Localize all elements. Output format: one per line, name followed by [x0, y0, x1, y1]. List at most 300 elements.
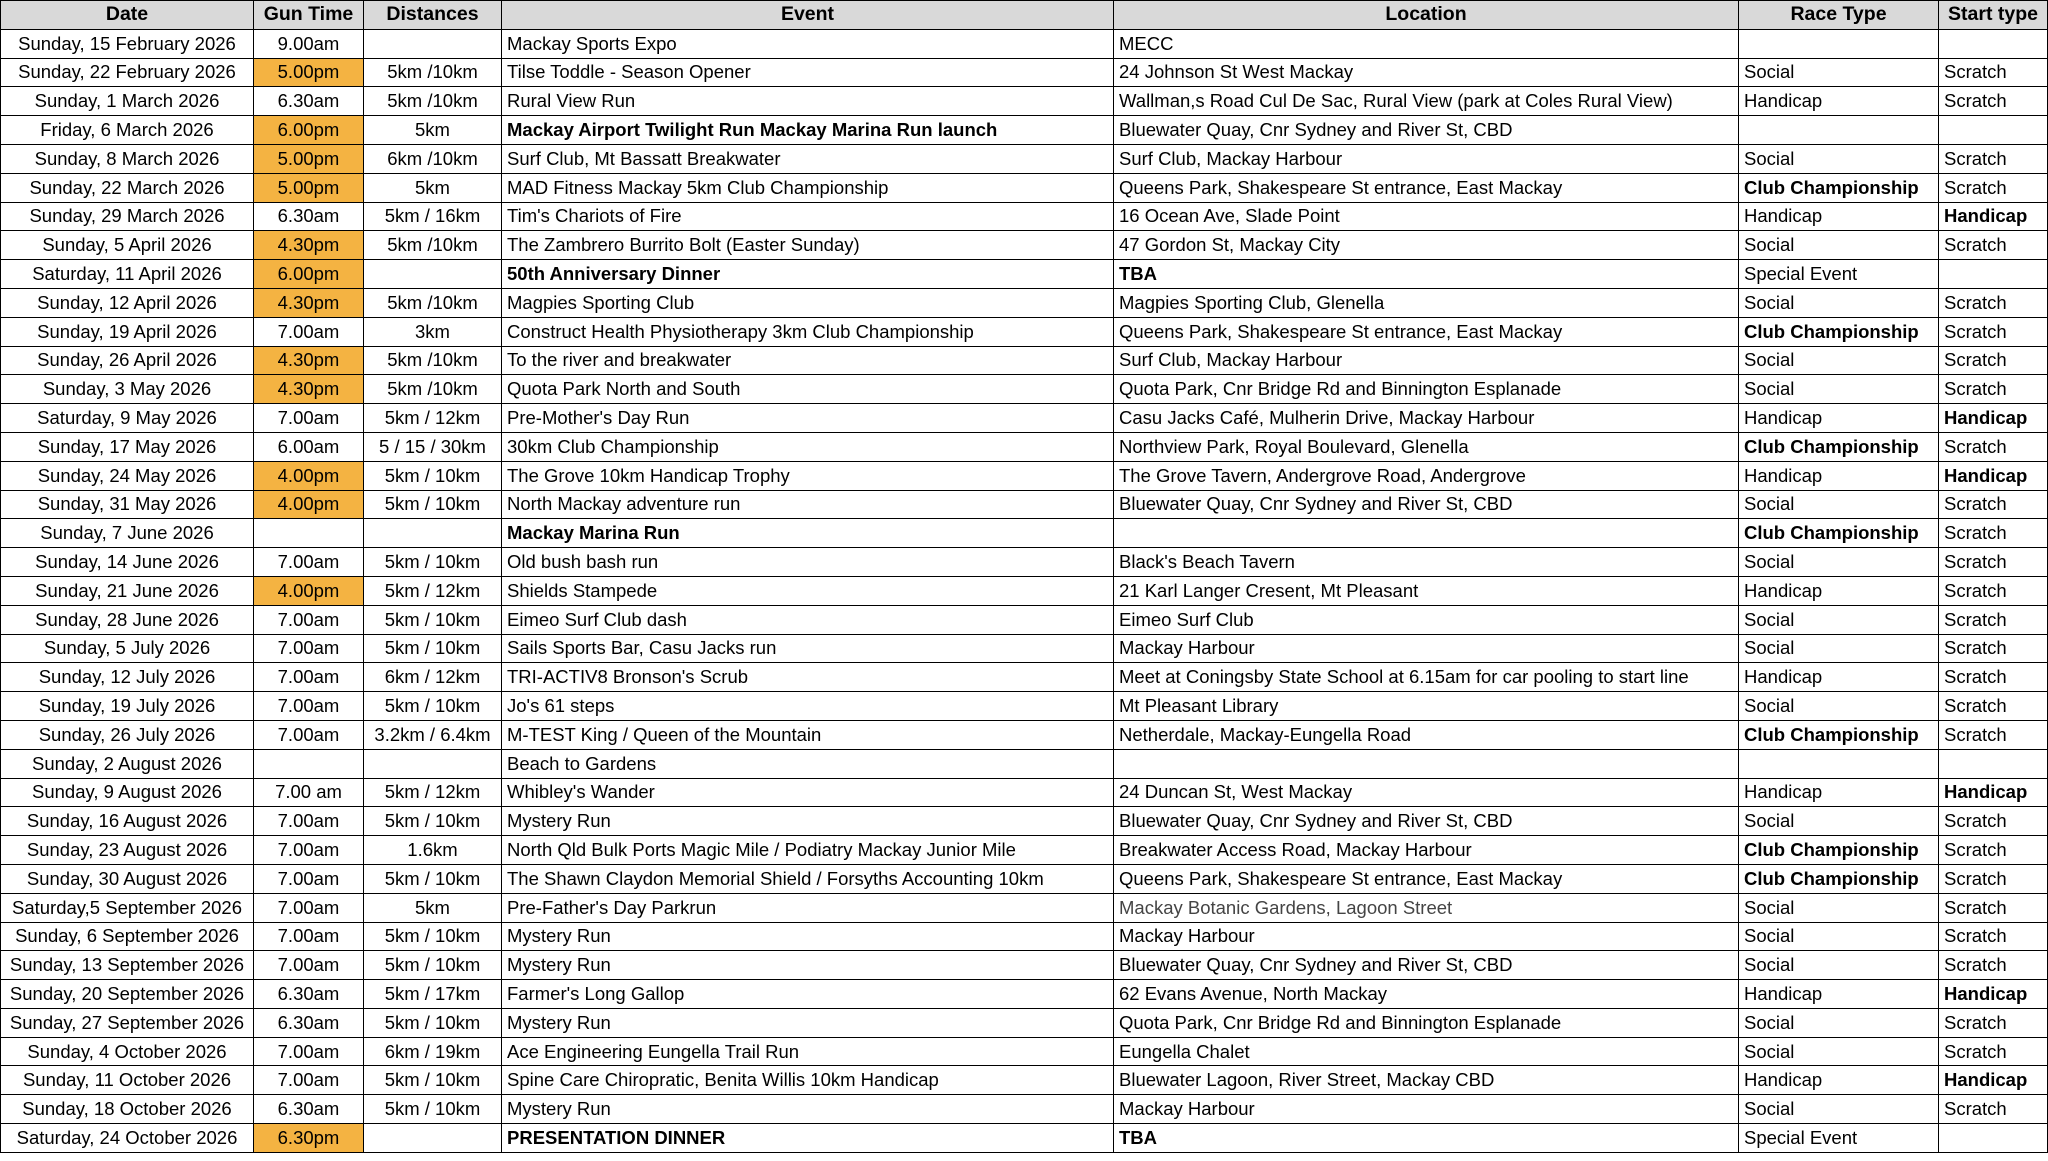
- table-row: [1, 749, 2048, 778]
- distances-cell[interactable]: [364, 1124, 502, 1153]
- event-cell[interactable]: 50th Anniversary Dinner: [502, 260, 1114, 289]
- event-cell[interactable]: Mackay Sports Expo: [502, 29, 1114, 58]
- event-cell[interactable]: Spine Care Chiropratic, Benita Willis 10km Handicap: [502, 1066, 1114, 1095]
- date-cell[interactable]: Sunday, 2 August 2026: [1, 749, 254, 778]
- distances-cell[interactable]: 5km /10km: [364, 231, 502, 260]
- event-cell[interactable]: Mystery Run: [502, 1095, 1114, 1124]
- distances-cell[interactable]: 5km / 10km: [364, 922, 502, 951]
- race-type-cell[interactable]: Social: [1739, 893, 1939, 922]
- start-type-cell[interactable]: Scratch: [1939, 893, 2048, 922]
- start-type-cell[interactable]: Scratch: [1939, 1037, 2048, 1066]
- gun-time-cell[interactable]: 7.00am: [254, 634, 364, 663]
- event-cell[interactable]: Eimeo Surf Club dash: [502, 605, 1114, 634]
- distances-cell[interactable]: 5km / 10km: [364, 490, 502, 519]
- date-cell[interactable]: Sunday, 9 August 2026: [1, 778, 254, 807]
- gun-time-cell[interactable]: 7.00am: [254, 663, 364, 692]
- race-type-cell[interactable]: Handicap: [1739, 778, 1939, 807]
- location-cell[interactable]: MECC: [1114, 29, 1739, 58]
- distances-cell[interactable]: 5km / 10km: [364, 692, 502, 721]
- location-cell[interactable]: 21 Karl Langer Cresent, Mt Pleasant: [1114, 576, 1739, 605]
- table-row: [1, 173, 2048, 202]
- gun-time-cell[interactable]: 6.30am: [254, 1008, 364, 1037]
- event-cell[interactable]: Shields Stampede: [502, 576, 1114, 605]
- table-row: [1, 519, 2048, 548]
- table-row: [1, 548, 2048, 577]
- location-cell[interactable]: 24 Duncan St, West Mackay: [1114, 778, 1739, 807]
- date-cell[interactable]: Sunday, 20 September 2026: [1, 980, 254, 1009]
- table-row: [1, 893, 2048, 922]
- start-type-cell[interactable]: Scratch: [1939, 87, 2048, 116]
- race-type-cell[interactable]: Social: [1739, 951, 1939, 980]
- distances-cell[interactable]: 6km /10km: [364, 144, 502, 173]
- event-cell[interactable]: TRI-ACTIV8 Bronson's Scrub: [502, 663, 1114, 692]
- race-type-cell[interactable]: Social: [1739, 605, 1939, 634]
- date-cell[interactable]: Sunday, 8 March 2026: [1, 144, 254, 173]
- start-type-cell[interactable]: Scratch: [1939, 58, 2048, 87]
- date-cell[interactable]: Sunday, 22 February 2026: [1, 58, 254, 87]
- location-cell[interactable]: Meet at Coningsby State School at 6.15am for car pooling to start line: [1114, 663, 1739, 692]
- race-type-cell[interactable]: Handicap: [1739, 1066, 1939, 1095]
- gun-time-cell[interactable]: 9.00am: [254, 29, 364, 58]
- event-cell[interactable]: Surf Club, Mt Bassatt Breakwater: [502, 144, 1114, 173]
- location-cell[interactable]: Bluewater Quay, Cnr Sydney and River St, CBD: [1114, 116, 1739, 145]
- header-date[interactable]: Date: [1, 1, 254, 30]
- start-type-cell[interactable]: Handicap: [1939, 980, 2048, 1009]
- table-row: [1, 288, 2048, 317]
- start-type-cell[interactable]: Scratch: [1939, 634, 2048, 663]
- header-gun-time[interactable]: Gun Time: [254, 1, 364, 30]
- gun-time-cell[interactable]: 7.00am: [254, 922, 364, 951]
- start-type-cell[interactable]: Scratch: [1939, 922, 2048, 951]
- race-type-cell[interactable]: Handicap: [1739, 980, 1939, 1009]
- gun-time-cell[interactable]: 7.00am: [254, 692, 364, 721]
- table-row: [1, 605, 2048, 634]
- event-cell[interactable]: Pre-Father's Day Parkrun: [502, 893, 1114, 922]
- event-cell[interactable]: Mackay Airport Twilight Run Mackay Marina Run launch: [502, 116, 1114, 145]
- location-cell[interactable]: Breakwater Access Road, Mackay Harbour: [1114, 836, 1739, 865]
- race-type-cell[interactable]: [1739, 749, 1939, 778]
- event-cell[interactable]: M-TEST King / Queen of the Mountain: [502, 720, 1114, 749]
- distances-cell[interactable]: 5km / 10km: [364, 1095, 502, 1124]
- race-type-cell[interactable]: Social: [1739, 375, 1939, 404]
- start-type-cell[interactable]: Scratch: [1939, 490, 2048, 519]
- race-type-cell[interactable]: Social: [1739, 288, 1939, 317]
- location-cell[interactable]: Mt Pleasant Library: [1114, 692, 1739, 721]
- start-type-cell[interactable]: [1939, 749, 2048, 778]
- header-start-type[interactable]: Start type: [1939, 1, 2048, 30]
- date-cell[interactable]: Sunday, 21 June 2026: [1, 576, 254, 605]
- location-cell[interactable]: Eungella Chalet: [1114, 1037, 1739, 1066]
- race-type-cell[interactable]: Club Championship: [1739, 720, 1939, 749]
- race-type-cell[interactable]: Social: [1739, 231, 1939, 260]
- distances-cell[interactable]: 5km / 10km: [364, 605, 502, 634]
- distances-cell[interactable]: [364, 519, 502, 548]
- location-cell[interactable]: Bluewater Quay, Cnr Sydney and River St, CBD: [1114, 951, 1739, 980]
- gun-time-cell[interactable]: 5.00pm: [254, 144, 364, 173]
- race-type-cell[interactable]: Social: [1739, 346, 1939, 375]
- race-type-cell[interactable]: Social: [1739, 144, 1939, 173]
- race-type-cell[interactable]: Handicap: [1739, 576, 1939, 605]
- table-row: [1, 1124, 2048, 1153]
- table-row: [1, 432, 2048, 461]
- start-type-cell[interactable]: Scratch: [1939, 173, 2048, 202]
- location-cell[interactable]: TBA: [1114, 260, 1739, 289]
- header-row: [1, 1, 2048, 30]
- event-cell[interactable]: 30km Club Championship: [502, 432, 1114, 461]
- event-cell[interactable]: Jo's 61 steps: [502, 692, 1114, 721]
- gun-time-cell[interactable]: 5.00pm: [254, 58, 364, 87]
- start-type-cell[interactable]: Scratch: [1939, 692, 2048, 721]
- date-cell[interactable]: Sunday, 16 August 2026: [1, 807, 254, 836]
- start-type-cell[interactable]: Scratch: [1939, 1095, 2048, 1124]
- location-cell[interactable]: Quota Park, Cnr Bridge Rd and Binnington Esplanade: [1114, 375, 1739, 404]
- distances-cell[interactable]: 6km / 19km: [364, 1037, 502, 1066]
- race-type-cell[interactable]: Social: [1739, 922, 1939, 951]
- date-cell[interactable]: Sunday, 29 March 2026: [1, 202, 254, 231]
- distances-cell[interactable]: 5km / 10km: [364, 864, 502, 893]
- date-cell[interactable]: Sunday, 15 February 2026: [1, 29, 254, 58]
- distances-cell[interactable]: 5km / 12km: [364, 778, 502, 807]
- location-cell[interactable]: 47 Gordon St, Mackay City: [1114, 231, 1739, 260]
- race-type-cell[interactable]: Club Championship: [1739, 173, 1939, 202]
- gun-time-cell[interactable]: 7.00am: [254, 605, 364, 634]
- gun-time-cell[interactable]: 6.00pm: [254, 260, 364, 289]
- location-cell[interactable]: Surf Club, Mackay Harbour: [1114, 144, 1739, 173]
- race-type-cell[interactable]: Social: [1739, 692, 1939, 721]
- event-cell[interactable]: Mystery Run: [502, 1008, 1114, 1037]
- date-cell[interactable]: Saturday, 9 May 2026: [1, 404, 254, 433]
- start-type-cell[interactable]: [1939, 260, 2048, 289]
- event-cell[interactable]: The Shawn Claydon Memorial Shield / Forsyths Accounting 10km: [502, 864, 1114, 893]
- start-type-cell[interactable]: Scratch: [1939, 432, 2048, 461]
- distances-cell[interactable]: 5km /10km: [364, 87, 502, 116]
- start-type-cell[interactable]: Handicap: [1939, 404, 2048, 433]
- event-cell[interactable]: Pre-Mother's Day Run: [502, 404, 1114, 433]
- location-cell[interactable]: 24 Johnson St West Mackay: [1114, 58, 1739, 87]
- start-type-cell[interactable]: Handicap: [1939, 778, 2048, 807]
- race-type-cell[interactable]: Special Event: [1739, 1124, 1939, 1153]
- location-cell[interactable]: Bluewater Quay, Cnr Sydney and River St, CBD: [1114, 807, 1739, 836]
- distances-cell[interactable]: 5km / 10km: [364, 461, 502, 490]
- event-cell[interactable]: Mystery Run: [502, 951, 1114, 980]
- start-type-cell[interactable]: Handicap: [1939, 202, 2048, 231]
- distances-cell[interactable]: 5km: [364, 893, 502, 922]
- start-type-cell[interactable]: Scratch: [1939, 720, 2048, 749]
- date-cell[interactable]: Sunday, 3 May 2026: [1, 375, 254, 404]
- distances-cell[interactable]: 5km /10km: [364, 288, 502, 317]
- start-type-cell[interactable]: [1939, 29, 2048, 58]
- start-type-cell[interactable]: Scratch: [1939, 346, 2048, 375]
- table-row: [1, 375, 2048, 404]
- event-cell[interactable]: Construct Health Physiotherapy 3km Club Championship: [502, 317, 1114, 346]
- gun-time-cell[interactable]: 6.00am: [254, 432, 364, 461]
- distances-cell[interactable]: 5km /10km: [364, 375, 502, 404]
- gun-time-cell[interactable]: 7.00am: [254, 404, 364, 433]
- gun-time-cell[interactable]: 7.00am: [254, 807, 364, 836]
- header-location[interactable]: Location: [1114, 1, 1739, 30]
- gun-time-cell[interactable]: 5.00pm: [254, 173, 364, 202]
- table-row: [1, 1095, 2048, 1124]
- distances-cell[interactable]: 5km / 10km: [364, 1066, 502, 1095]
- location-cell[interactable]: Mackay Harbour: [1114, 1095, 1739, 1124]
- date-cell[interactable]: Sunday, 22 March 2026: [1, 173, 254, 202]
- date-cell[interactable]: Sunday, 24 May 2026: [1, 461, 254, 490]
- event-cell[interactable]: North Qld Bulk Ports Magic Mile / Podiatry Mackay Junior Mile: [502, 836, 1114, 865]
- gun-time-cell[interactable]: 7.00am: [254, 836, 364, 865]
- distances-cell[interactable]: 5km: [364, 173, 502, 202]
- date-cell[interactable]: Sunday, 19 July 2026: [1, 692, 254, 721]
- start-type-cell[interactable]: Handicap: [1939, 461, 2048, 490]
- gun-time-cell[interactable]: 7.00am: [254, 951, 364, 980]
- event-cell[interactable]: To the river and breakwater: [502, 346, 1114, 375]
- gun-time-cell[interactable]: 4.00pm: [254, 490, 364, 519]
- event-cell[interactable]: North Mackay adventure run: [502, 490, 1114, 519]
- header-distances[interactable]: Distances: [364, 1, 502, 30]
- event-cell[interactable]: MAD Fitness Mackay 5km Club Championship: [502, 173, 1114, 202]
- location-cell[interactable]: Queens Park, Shakespeare St entrance, East Mackay: [1114, 864, 1739, 893]
- gun-time-cell[interactable]: 6.30am: [254, 87, 364, 116]
- location-cell[interactable]: Quota Park, Cnr Bridge Rd and Binnington Esplanade: [1114, 1008, 1739, 1037]
- race-type-cell[interactable]: Handicap: [1739, 87, 1939, 116]
- race-type-cell[interactable]: Social: [1739, 58, 1939, 87]
- header-event[interactable]: Event: [502, 1, 1114, 30]
- event-cell[interactable]: Whibley's Wander: [502, 778, 1114, 807]
- event-cell[interactable]: Beach to Gardens: [502, 749, 1114, 778]
- gun-time-cell[interactable]: 4.30pm: [254, 375, 364, 404]
- date-cell[interactable]: Sunday, 19 April 2026: [1, 317, 254, 346]
- date-cell[interactable]: Sunday, 5 April 2026: [1, 231, 254, 260]
- table-row: [1, 864, 2048, 893]
- location-cell[interactable]: 16 Ocean Ave, Slade Point: [1114, 202, 1739, 231]
- race-type-cell[interactable]: Social: [1739, 634, 1939, 663]
- header-race-type[interactable]: Race Type: [1739, 1, 1939, 30]
- event-cell[interactable]: Sails Sports Bar, Casu Jacks run: [502, 634, 1114, 663]
- start-type-cell[interactable]: Scratch: [1939, 807, 2048, 836]
- event-cell[interactable]: Old bush bash run: [502, 548, 1114, 577]
- date-cell[interactable]: Sunday, 6 September 2026: [1, 922, 254, 951]
- date-cell[interactable]: Sunday, 27 September 2026: [1, 1008, 254, 1037]
- distances-cell[interactable]: 5km / 16km: [364, 202, 502, 231]
- location-cell[interactable]: The Grove Tavern, Andergrove Road, Andergrove: [1114, 461, 1739, 490]
- location-cell[interactable]: 62 Evans Avenue, North Mackay: [1114, 980, 1739, 1009]
- date-cell[interactable]: Sunday, 12 July 2026: [1, 663, 254, 692]
- distances-cell[interactable]: 1.6km: [364, 836, 502, 865]
- gun-time-cell[interactable]: 4.00pm: [254, 461, 364, 490]
- distances-cell[interactable]: 3km: [364, 317, 502, 346]
- date-cell[interactable]: Sunday, 26 April 2026: [1, 346, 254, 375]
- start-type-cell[interactable]: Handicap: [1939, 1066, 2048, 1095]
- distances-cell[interactable]: 5km / 10km: [364, 1008, 502, 1037]
- date-cell[interactable]: Sunday, 17 May 2026: [1, 432, 254, 461]
- distances-cell[interactable]: 5km: [364, 116, 502, 145]
- location-cell[interactable]: Eimeo Surf Club: [1114, 605, 1739, 634]
- date-cell[interactable]: Sunday, 23 August 2026: [1, 836, 254, 865]
- location-cell[interactable]: Northview Park, Royal Boulevard, Glenella: [1114, 432, 1739, 461]
- start-type-cell[interactable]: [1939, 116, 2048, 145]
- race-type-cell[interactable]: [1739, 116, 1939, 145]
- distances-cell[interactable]: 5km / 10km: [364, 548, 502, 577]
- distances-cell[interactable]: [364, 29, 502, 58]
- table-row: [1, 490, 2048, 519]
- date-cell[interactable]: Saturday, 11 April 2026: [1, 260, 254, 289]
- race-type-cell[interactable]: Club Championship: [1739, 864, 1939, 893]
- start-type-cell[interactable]: Scratch: [1939, 864, 2048, 893]
- date-cell[interactable]: Sunday, 13 September 2026: [1, 951, 254, 980]
- event-cell[interactable]: PRESENTATION DINNER: [502, 1124, 1114, 1153]
- gun-time-cell[interactable]: 7.00am: [254, 548, 364, 577]
- location-cell[interactable]: Queens Park, Shakespeare St entrance, East Mackay: [1114, 173, 1739, 202]
- gun-time-cell[interactable]: 7.00am: [254, 1037, 364, 1066]
- gun-time-cell[interactable]: 7.00am: [254, 893, 364, 922]
- race-type-cell[interactable]: Club Championship: [1739, 836, 1939, 865]
- location-cell[interactable]: Queens Park, Shakespeare St entrance, East Mackay: [1114, 317, 1739, 346]
- start-type-cell[interactable]: [1939, 1124, 2048, 1153]
- location-cell[interactable]: Casu Jacks Café, Mulherin Drive, Mackay Harbour: [1114, 404, 1739, 433]
- location-cell[interactable]: Magpies Sporting Club, Glenella: [1114, 288, 1739, 317]
- location-cell[interactable]: Wallman,s Road Cul De Sac, Rural View (park at Coles Rural View): [1114, 87, 1739, 116]
- start-type-cell[interactable]: Scratch: [1939, 288, 2048, 317]
- distances-cell[interactable]: [364, 749, 502, 778]
- location-cell[interactable]: TBA: [1114, 1124, 1739, 1153]
- table-row: [1, 778, 2048, 807]
- gun-time-cell[interactable]: 7.00am: [254, 720, 364, 749]
- race-type-cell[interactable]: Handicap: [1739, 663, 1939, 692]
- gun-time-cell[interactable]: 4.30pm: [254, 346, 364, 375]
- date-cell[interactable]: Friday, 6 March 2026: [1, 116, 254, 145]
- event-cell[interactable]: Mystery Run: [502, 807, 1114, 836]
- location-cell[interactable]: Bluewater Lagoon, River Street, Mackay CBD: [1114, 1066, 1739, 1095]
- distances-cell[interactable]: 5km / 10km: [364, 951, 502, 980]
- race-type-cell[interactable]: Social: [1739, 1095, 1939, 1124]
- start-type-cell[interactable]: Scratch: [1939, 576, 2048, 605]
- location-cell[interactable]: Surf Club, Mackay Harbour: [1114, 346, 1739, 375]
- event-cell[interactable]: Mackay Marina Run: [502, 519, 1114, 548]
- location-cell[interactable]: [1114, 519, 1739, 548]
- race-type-cell[interactable]: Social: [1739, 490, 1939, 519]
- table-row: [1, 231, 2048, 260]
- distances-cell[interactable]: 5km / 17km: [364, 980, 502, 1009]
- event-cell[interactable]: Farmer's Long Gallop: [502, 980, 1114, 1009]
- date-cell[interactable]: Sunday, 5 July 2026: [1, 634, 254, 663]
- distances-cell[interactable]: 6km / 12km: [364, 663, 502, 692]
- event-cell[interactable]: Tilse Toddle - Season Opener: [502, 58, 1114, 87]
- race-type-cell[interactable]: Social: [1739, 548, 1939, 577]
- gun-time-cell[interactable]: 6.30am: [254, 980, 364, 1009]
- race-type-cell[interactable]: Handicap: [1739, 461, 1939, 490]
- start-type-cell[interactable]: Scratch: [1939, 317, 2048, 346]
- date-cell[interactable]: Sunday, 12 April 2026: [1, 288, 254, 317]
- race-type-cell[interactable]: Handicap: [1739, 404, 1939, 433]
- date-cell[interactable]: Sunday, 26 July 2026: [1, 720, 254, 749]
- gun-time-cell[interactable]: 6.30am: [254, 1095, 364, 1124]
- table-row: [1, 663, 2048, 692]
- start-type-cell[interactable]: Scratch: [1939, 1008, 2048, 1037]
- start-type-cell[interactable]: Scratch: [1939, 663, 2048, 692]
- event-cell[interactable]: Tim's Chariots of Fire: [502, 202, 1114, 231]
- gun-time-cell[interactable]: 7.00am: [254, 864, 364, 893]
- date-cell[interactable]: Sunday, 7 June 2026: [1, 519, 254, 548]
- date-cell[interactable]: Sunday, 11 October 2026: [1, 1066, 254, 1095]
- date-cell[interactable]: Saturday, 24 October 2026: [1, 1124, 254, 1153]
- table-row: [1, 29, 2048, 58]
- gun-time-cell[interactable]: 7.00 am: [254, 778, 364, 807]
- distances-cell[interactable]: 5km /10km: [364, 346, 502, 375]
- table-row: [1, 1037, 2048, 1066]
- race-type-cell[interactable]: Social: [1739, 807, 1939, 836]
- gun-time-cell[interactable]: 4.30pm: [254, 288, 364, 317]
- gun-time-cell[interactable]: [254, 749, 364, 778]
- event-cell[interactable]: Ace Engineering Eungella Trail Run: [502, 1037, 1114, 1066]
- gun-time-cell[interactable]: 4.00pm: [254, 576, 364, 605]
- date-cell[interactable]: Sunday, 30 August 2026: [1, 864, 254, 893]
- start-type-cell[interactable]: Scratch: [1939, 605, 2048, 634]
- race-type-cell[interactable]: Club Championship: [1739, 519, 1939, 548]
- gun-time-cell[interactable]: 6.30am: [254, 202, 364, 231]
- location-cell[interactable]: [1114, 749, 1739, 778]
- start-type-cell[interactable]: Scratch: [1939, 548, 2048, 577]
- distances-cell[interactable]: 3.2km / 6.4km: [364, 720, 502, 749]
- race-type-cell[interactable]: Social: [1739, 1008, 1939, 1037]
- location-cell[interactable]: Mackay Botanic Gardens, Lagoon Street: [1114, 893, 1739, 922]
- start-type-cell[interactable]: Scratch: [1939, 836, 2048, 865]
- event-cell[interactable]: The Zambrero Burrito Bolt (Easter Sunday): [502, 231, 1114, 260]
- date-cell[interactable]: Sunday, 1 March 2026: [1, 87, 254, 116]
- date-cell[interactable]: Sunday, 4 October 2026: [1, 1037, 254, 1066]
- location-cell[interactable]: Mackay Harbour: [1114, 634, 1739, 663]
- gun-time-cell[interactable]: 4.30pm: [254, 231, 364, 260]
- distances-cell[interactable]: 5 / 15 / 30km: [364, 432, 502, 461]
- location-cell[interactable]: Bluewater Quay, Cnr Sydney and River St, CBD: [1114, 490, 1739, 519]
- table-row: [1, 951, 2048, 980]
- date-cell[interactable]: Sunday, 31 May 2026: [1, 490, 254, 519]
- date-cell[interactable]: Saturday,5 September 2026: [1, 893, 254, 922]
- start-type-cell[interactable]: Scratch: [1939, 375, 2048, 404]
- start-type-cell[interactable]: Scratch: [1939, 231, 2048, 260]
- location-cell[interactable]: Mackay Harbour: [1114, 922, 1739, 951]
- event-cell[interactable]: Mystery Run: [502, 922, 1114, 951]
- date-cell[interactable]: Sunday, 28 June 2026: [1, 605, 254, 634]
- distances-cell[interactable]: 5km / 10km: [364, 634, 502, 663]
- location-cell[interactable]: Black's Beach Tavern: [1114, 548, 1739, 577]
- event-cell[interactable]: Quota Park North and South: [502, 375, 1114, 404]
- start-type-cell[interactable]: Scratch: [1939, 144, 2048, 173]
- gun-time-cell[interactable]: [254, 519, 364, 548]
- race-type-cell[interactable]: Club Championship: [1739, 432, 1939, 461]
- race-type-cell[interactable]: [1739, 29, 1939, 58]
- event-cell[interactable]: Rural View Run: [502, 87, 1114, 116]
- distances-cell[interactable]: 5km / 12km: [364, 576, 502, 605]
- distances-cell[interactable]: 5km /10km: [364, 58, 502, 87]
- gun-time-cell[interactable]: 6.30pm: [254, 1124, 364, 1153]
- race-type-cell[interactable]: Social: [1739, 1037, 1939, 1066]
- distances-cell[interactable]: 5km / 12km: [364, 404, 502, 433]
- race-type-cell[interactable]: Special Event: [1739, 260, 1939, 289]
- distances-cell[interactable]: [364, 260, 502, 289]
- event-cell[interactable]: The Grove 10km Handicap Trophy: [502, 461, 1114, 490]
- race-type-cell[interactable]: Club Championship: [1739, 317, 1939, 346]
- location-cell[interactable]: Netherdale, Mackay-Eungella Road: [1114, 720, 1739, 749]
- distances-cell[interactable]: 5km / 10km: [364, 807, 502, 836]
- race-type-cell[interactable]: Handicap: [1739, 202, 1939, 231]
- event-cell[interactable]: Magpies Sporting Club: [502, 288, 1114, 317]
- gun-time-cell[interactable]: 7.00am: [254, 1066, 364, 1095]
- date-cell[interactable]: Sunday, 18 October 2026: [1, 1095, 254, 1124]
- date-cell[interactable]: Sunday, 14 June 2026: [1, 548, 254, 577]
- start-type-cell[interactable]: Scratch: [1939, 519, 2048, 548]
- gun-time-cell[interactable]: 6.00pm: [254, 116, 364, 145]
- gun-time-cell[interactable]: 7.00am: [254, 317, 364, 346]
- start-type-cell[interactable]: Scratch: [1939, 951, 2048, 980]
